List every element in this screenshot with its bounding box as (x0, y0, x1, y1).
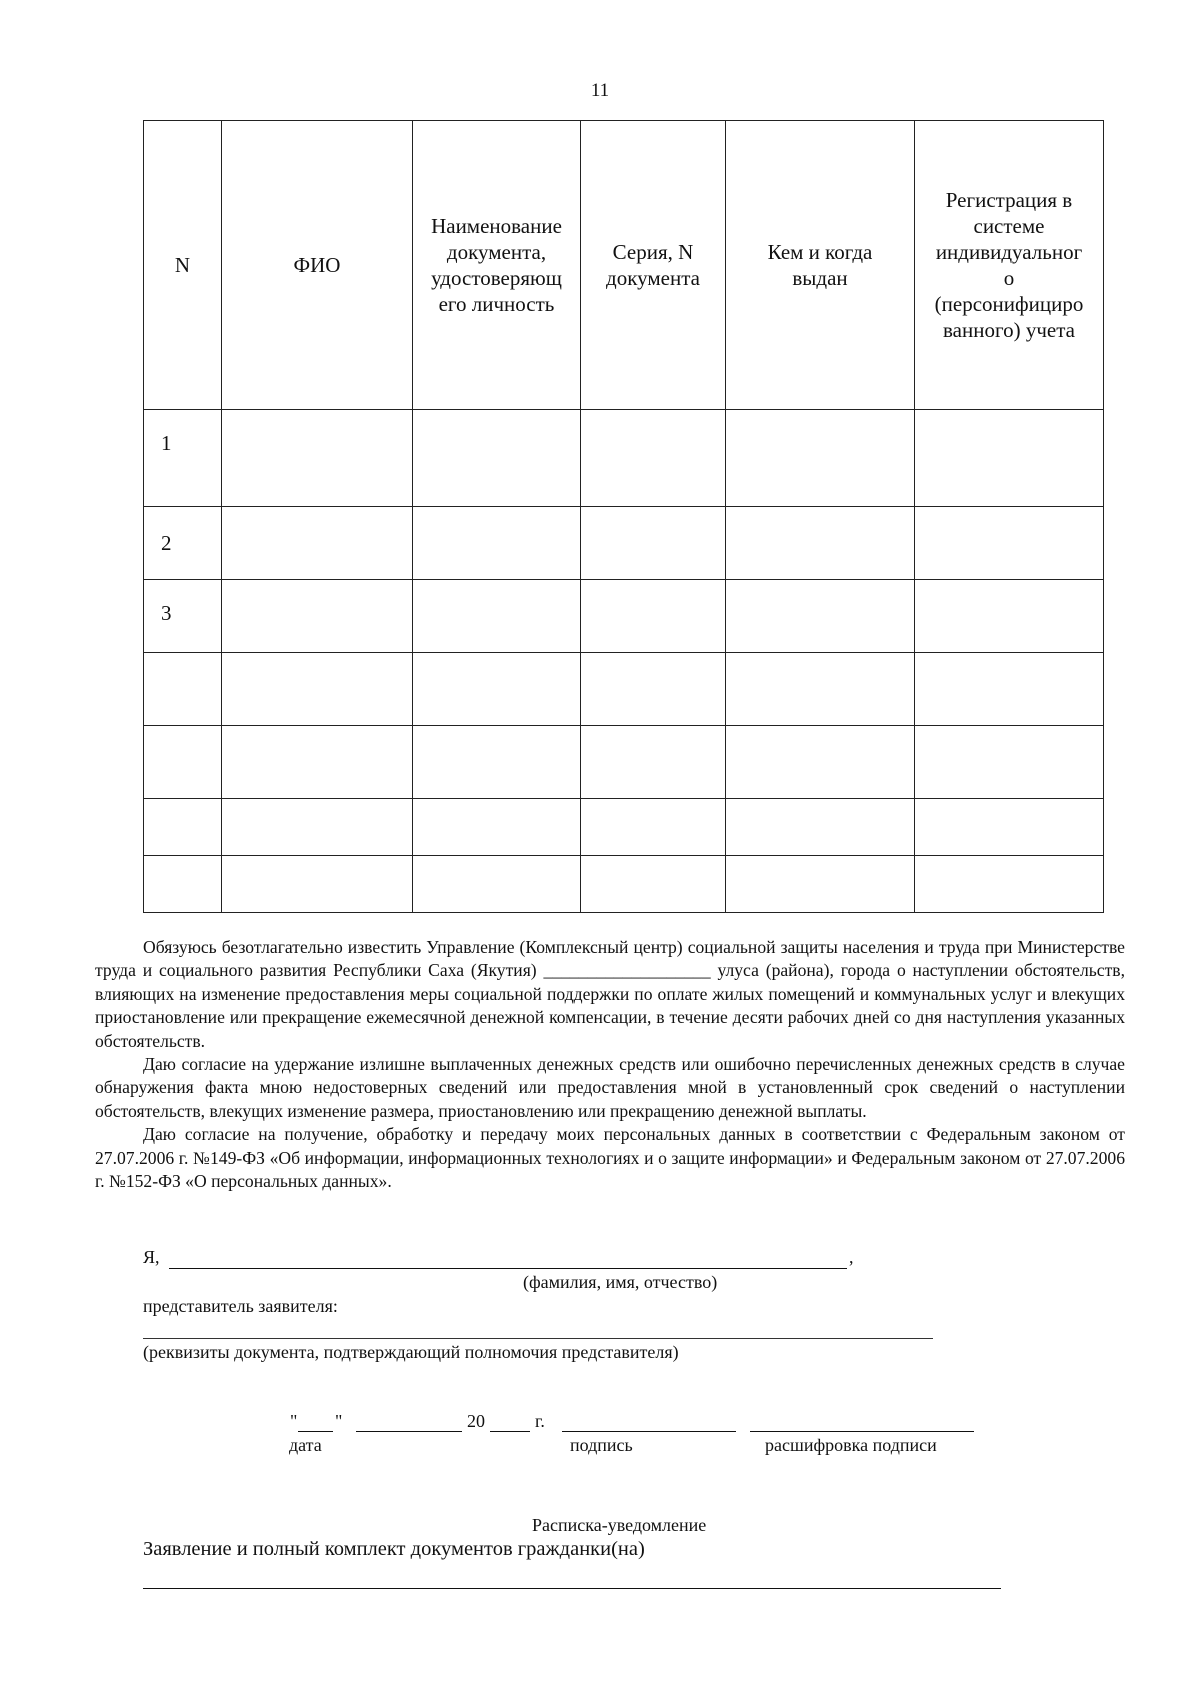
header-line: Регистрация в (945, 188, 1073, 212)
table-cell[interactable] (726, 580, 915, 653)
row-number: 2 (144, 507, 222, 580)
table-cell[interactable] (726, 799, 915, 856)
header-fio: ФИО (222, 121, 413, 410)
fio-caption: (фамилия, имя, отчество) (523, 1272, 718, 1292)
table-row (144, 507, 1104, 580)
representative-label: представитель заявителя: (143, 1296, 338, 1316)
table-cell[interactable] (915, 726, 1104, 799)
header-line: документа, (446, 240, 547, 264)
table-cell[interactable] (726, 856, 915, 913)
table-cell[interactable] (222, 653, 413, 726)
year-field-line[interactable] (490, 1431, 530, 1432)
consent-personal-data-paragraph: Даю согласие на получение, обработку и передачу моих персональных данных в соответствии с Федеральным законом от 27.07.2006 г. №149-ФЗ «Об информации, информационных технологиях и о защите информации» и Федеральным законом от 27.07.2006 г. №152-ФЗ «О персональных данных». (95, 1124, 1125, 1192)
header-line: его личность (438, 292, 555, 316)
header-line: Серия, N (612, 240, 694, 264)
header-line: индивидуальног (935, 240, 1083, 264)
table-header-row (144, 121, 1104, 410)
ya-label: Я, (143, 1247, 160, 1267)
table-cell[interactable] (413, 507, 581, 580)
table-cell[interactable] (222, 580, 413, 653)
row-number: 1 (144, 410, 222, 507)
table-cell[interactable] (222, 507, 413, 580)
table-cell[interactable] (581, 653, 726, 726)
table-row (144, 410, 1104, 507)
consent-withholding-paragraph: Даю согласие на удержание излишне выплаченных денежных средств или ошибочно перечисленных денежных средств в случае обнаружения факта мною недостоверных сведений или предоставления мной в установленный срок сведений о наступлении обстоятельств, влекущих изменение размера, приостановлению или прекращению денежной выплаты. (95, 1054, 1125, 1121)
header-line: системе (973, 214, 1045, 238)
table-cell[interactable] (915, 507, 1104, 580)
year-prefix: 20 (467, 1411, 485, 1431)
date-label: дата (289, 1435, 322, 1455)
row-number (144, 653, 222, 726)
receipt-title: Расписка-уведомление (532, 1515, 707, 1535)
table-row (144, 580, 1104, 653)
header-line: ванного) учета (943, 318, 1075, 342)
table-cell[interactable] (222, 856, 413, 913)
header-line: удостоверяющ (431, 266, 562, 290)
receipt-name-line[interactable] (143, 1588, 1001, 1589)
table-cell[interactable] (726, 410, 915, 507)
header-line: выдан (792, 266, 848, 290)
table-row (144, 726, 1104, 799)
table-cell[interactable] (581, 507, 726, 580)
row-number: 3 (144, 580, 222, 653)
row-number (144, 799, 222, 856)
header-document-name (413, 121, 581, 410)
obligation-paragraph: Обязуюсь безотлагательно известить Управление (Комплексный центр) социальной защиты населения и труда при Министерстве труда и социального развития Республики Саха (Якутия) ___________________ улуса (района), города о наступлении обстоятельств, влияющих на изменение предоставления меры социальной поддержки по оплате жилых помещений и коммунальных услуг и влекущих приостановление или прекращение ежемесячной денежной компенсации, в течение десяти рабочих дней со дня наступления указанных обстоятельств. (95, 937, 1125, 1051)
table-cell[interactable] (581, 410, 726, 507)
decode-label: расшифровка подписи (765, 1435, 937, 1455)
table-cell[interactable] (726, 507, 915, 580)
table-cell[interactable] (915, 799, 1104, 856)
obligations-text (95, 936, 1125, 1193)
row-number (144, 726, 222, 799)
table-cell[interactable] (222, 726, 413, 799)
table-cell[interactable] (915, 410, 1104, 507)
table-cell[interactable] (413, 726, 581, 799)
table-cell[interactable] (413, 653, 581, 726)
date-quote-open: " (290, 1411, 298, 1431)
fio-field-line[interactable] (169, 1268, 847, 1269)
table-cell[interactable] (581, 580, 726, 653)
header-line: о (1003, 266, 1015, 290)
table-row (144, 653, 1104, 726)
rekvizity-field-line[interactable] (143, 1338, 933, 1339)
table-cell[interactable] (915, 580, 1104, 653)
table-cell[interactable] (222, 410, 413, 507)
table-cell[interactable] (915, 856, 1104, 913)
header-line: Наименование (431, 214, 562, 238)
persons-table (143, 120, 1104, 913)
table-cell[interactable] (915, 653, 1104, 726)
page-number: 11 (590, 80, 610, 101)
rekvizity-caption: (реквизиты документа, подтверждающий полномочия представителя) (143, 1342, 679, 1362)
table-row (144, 799, 1104, 856)
day-field-line[interactable] (298, 1431, 333, 1432)
comma: , (849, 1247, 854, 1267)
header-line: (персонифициро (934, 292, 1084, 316)
month-field-line[interactable] (356, 1431, 462, 1432)
header-line: Кем и когда (767, 240, 873, 264)
row-number (144, 856, 222, 913)
header-registration (915, 121, 1104, 410)
year-suffix: г. (535, 1411, 545, 1431)
table-cell[interactable] (413, 856, 581, 913)
table-cell[interactable] (581, 726, 726, 799)
header-n: N (144, 121, 222, 410)
signature-label: подпись (570, 1435, 633, 1455)
table-cell[interactable] (581, 856, 726, 913)
table-cell[interactable] (726, 653, 915, 726)
table-cell[interactable] (222, 799, 413, 856)
table-cell[interactable] (413, 799, 581, 856)
date-quote-close: " (335, 1411, 343, 1431)
header-series-number (581, 121, 726, 410)
table-cell[interactable] (581, 799, 726, 856)
receipt-text: Заявление и полный комплект документов гражданки(на) (143, 1538, 645, 1560)
table-cell[interactable] (413, 580, 581, 653)
table-cell[interactable] (413, 410, 581, 507)
header-line: документа (606, 266, 700, 290)
table-cell[interactable] (726, 726, 915, 799)
table-row (144, 856, 1104, 913)
signature-field-line[interactable] (562, 1431, 736, 1432)
header-issued-by (726, 121, 915, 410)
decode-field-line[interactable] (750, 1431, 974, 1432)
